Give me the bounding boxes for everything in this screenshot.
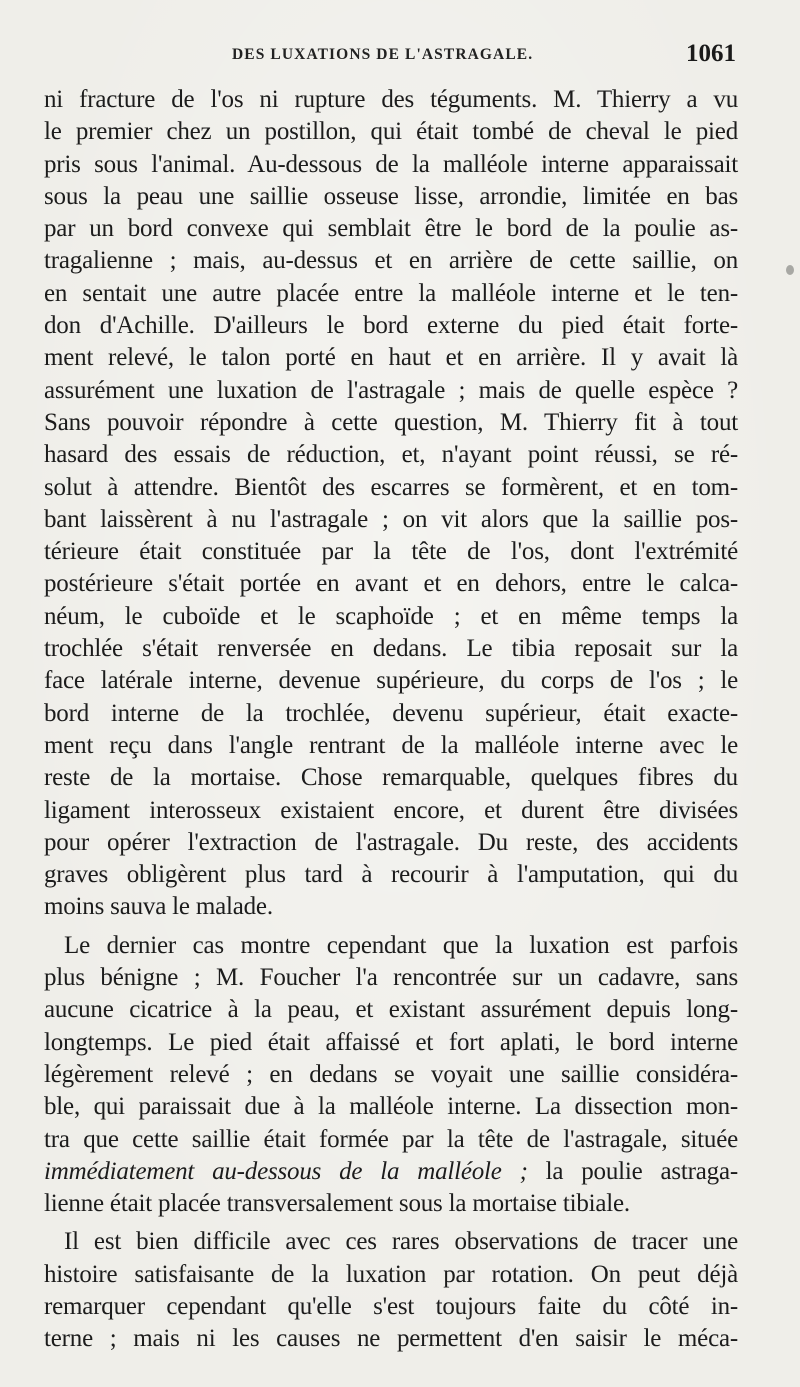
running-title: DES LUXATIONS DE L'ASTRAGALE. [232, 46, 534, 63]
body-text [44, 84, 738, 1356]
text-line: néum, le cuboïde et le scaphoïde ; et en même temps la [44, 602, 738, 630]
text-line: bord interne de la trochlée, devenu supérieur, était exacte- [44, 699, 738, 727]
text-line: terne ; mais ni les causes ne permettent d'en saisir le méca- [44, 1325, 738, 1353]
text-line: Le dernier cas montre cependant que la luxation est parfois [64, 931, 738, 959]
paragraph-2 [44, 930, 738, 1221]
text-line: térieure était constituée par la tête de l'os, dont l'extrémité [44, 538, 738, 566]
text-line: reste de la mortaise. Chose remarquable, quelques fibres du [44, 764, 738, 792]
text-line-with-italic [44, 1156, 738, 1188]
text-line: assurément une luxation de l'astragale ; mais de quelle espèce ? [44, 376, 738, 404]
text-line: postérieure s'était portée en avant et en dehors, entre le calca- [44, 570, 738, 598]
text-line: solut à attendre. Bientôt des escarres se formèrent, et en tom- [44, 473, 738, 501]
text-line: trochlée s'était renversée en dedans. Le tibia reposait sur la [44, 635, 738, 663]
text-line: face latérale interne, devenue supérieure, du corps de l'os ; le [44, 667, 738, 695]
text-line: lienne était placée transversalement sous la mortaise tibiale. [44, 1190, 630, 1218]
text-line: ment relevé, le talon porté en haut et en arrière. Il y avait là [44, 344, 738, 372]
text-line: don d'Achille. D'ailleurs le bord externe du pied était forte- [44, 312, 738, 340]
text-line: le premier chez un postillon, qui était tombé de cheval le pied [44, 118, 738, 146]
text-line: histoire satisfaisante de la luxation par rotation. On peut déjà [44, 1260, 738, 1288]
text-line: graves obligèrent plus tard à recourir à l'amputation, qui du [44, 861, 738, 889]
text-line: hasard des essais de réduction, et, n'ayant point réussi, se ré- [44, 441, 738, 469]
italic-phrase: immédiatement au-dessous de la malléole ; [44, 1157, 528, 1185]
text-line: sous la peau une saillie osseuse lisse, arrondie, limitée en bas [44, 182, 738, 210]
text-line: ni fracture de l'os ni rupture des téguments. M. Thierry a vu [44, 86, 738, 113]
text-line: longtemps. Le pied était affaissé et fort aplati, le bord interne [44, 1028, 738, 1056]
text-line: Sans pouvoir répondre à cette question, M. Thierry fit à tout [44, 408, 738, 436]
running-header [0, 42, 800, 72]
text-line: ment reçu dans l'angle rentrant de la malléole interne avec le [44, 731, 738, 759]
text-line: tra que cette saillie était formée par la tête de l'astragale, située [44, 1125, 738, 1153]
text-line: ble, qui paraissait due à la malléole interne. La dissection mon- [44, 1093, 738, 1121]
text-line: remarquer cependant qu'elle s'est toujours faite du côté in- [44, 1292, 738, 1320]
text-line: moins sauva le malade. [44, 893, 273, 921]
text-line: en sentait une autre placée entre la malléole interne et le ten- [44, 279, 738, 307]
paragraph-3 [44, 1226, 738, 1355]
text-line: pris sous l'animal. Au-dessous de la malléole interne apparaissait [44, 150, 738, 178]
text-line: pour opérer l'extraction de l'astragale. Du reste, des accidents [44, 828, 738, 856]
text-line: par un bord convexe qui semblait être le bord de la poulie as- [44, 215, 738, 243]
text-line: ligament interosseux existaient encore, et durent être divisées [44, 796, 738, 824]
paragraph-1 [44, 84, 738, 924]
text-line: légèrement relevé ; en dedans se voyait une saillie considéra- [44, 1060, 738, 1088]
text-line: plus bénigne ; M. Foucher l'a rencontrée sur un cadavre, sans [44, 964, 738, 992]
paper-speck [786, 265, 794, 275]
page-number: 1061 [686, 40, 736, 67]
text-line-rest: la poulie astraga- [527, 1157, 738, 1185]
text-line: tragalienne ; mais, au-dessus et en arrière de cette saillie, on [44, 247, 738, 275]
text-line: aucune cicatrice à la peau, et existant assurément depuis long- [44, 996, 738, 1024]
text-line: Il est bien difficile avec ces rares observations de tracer une [64, 1228, 738, 1256]
text-line: bant laissèrent à nu l'astragale ; on vit alors que la saillie pos- [44, 505, 738, 533]
